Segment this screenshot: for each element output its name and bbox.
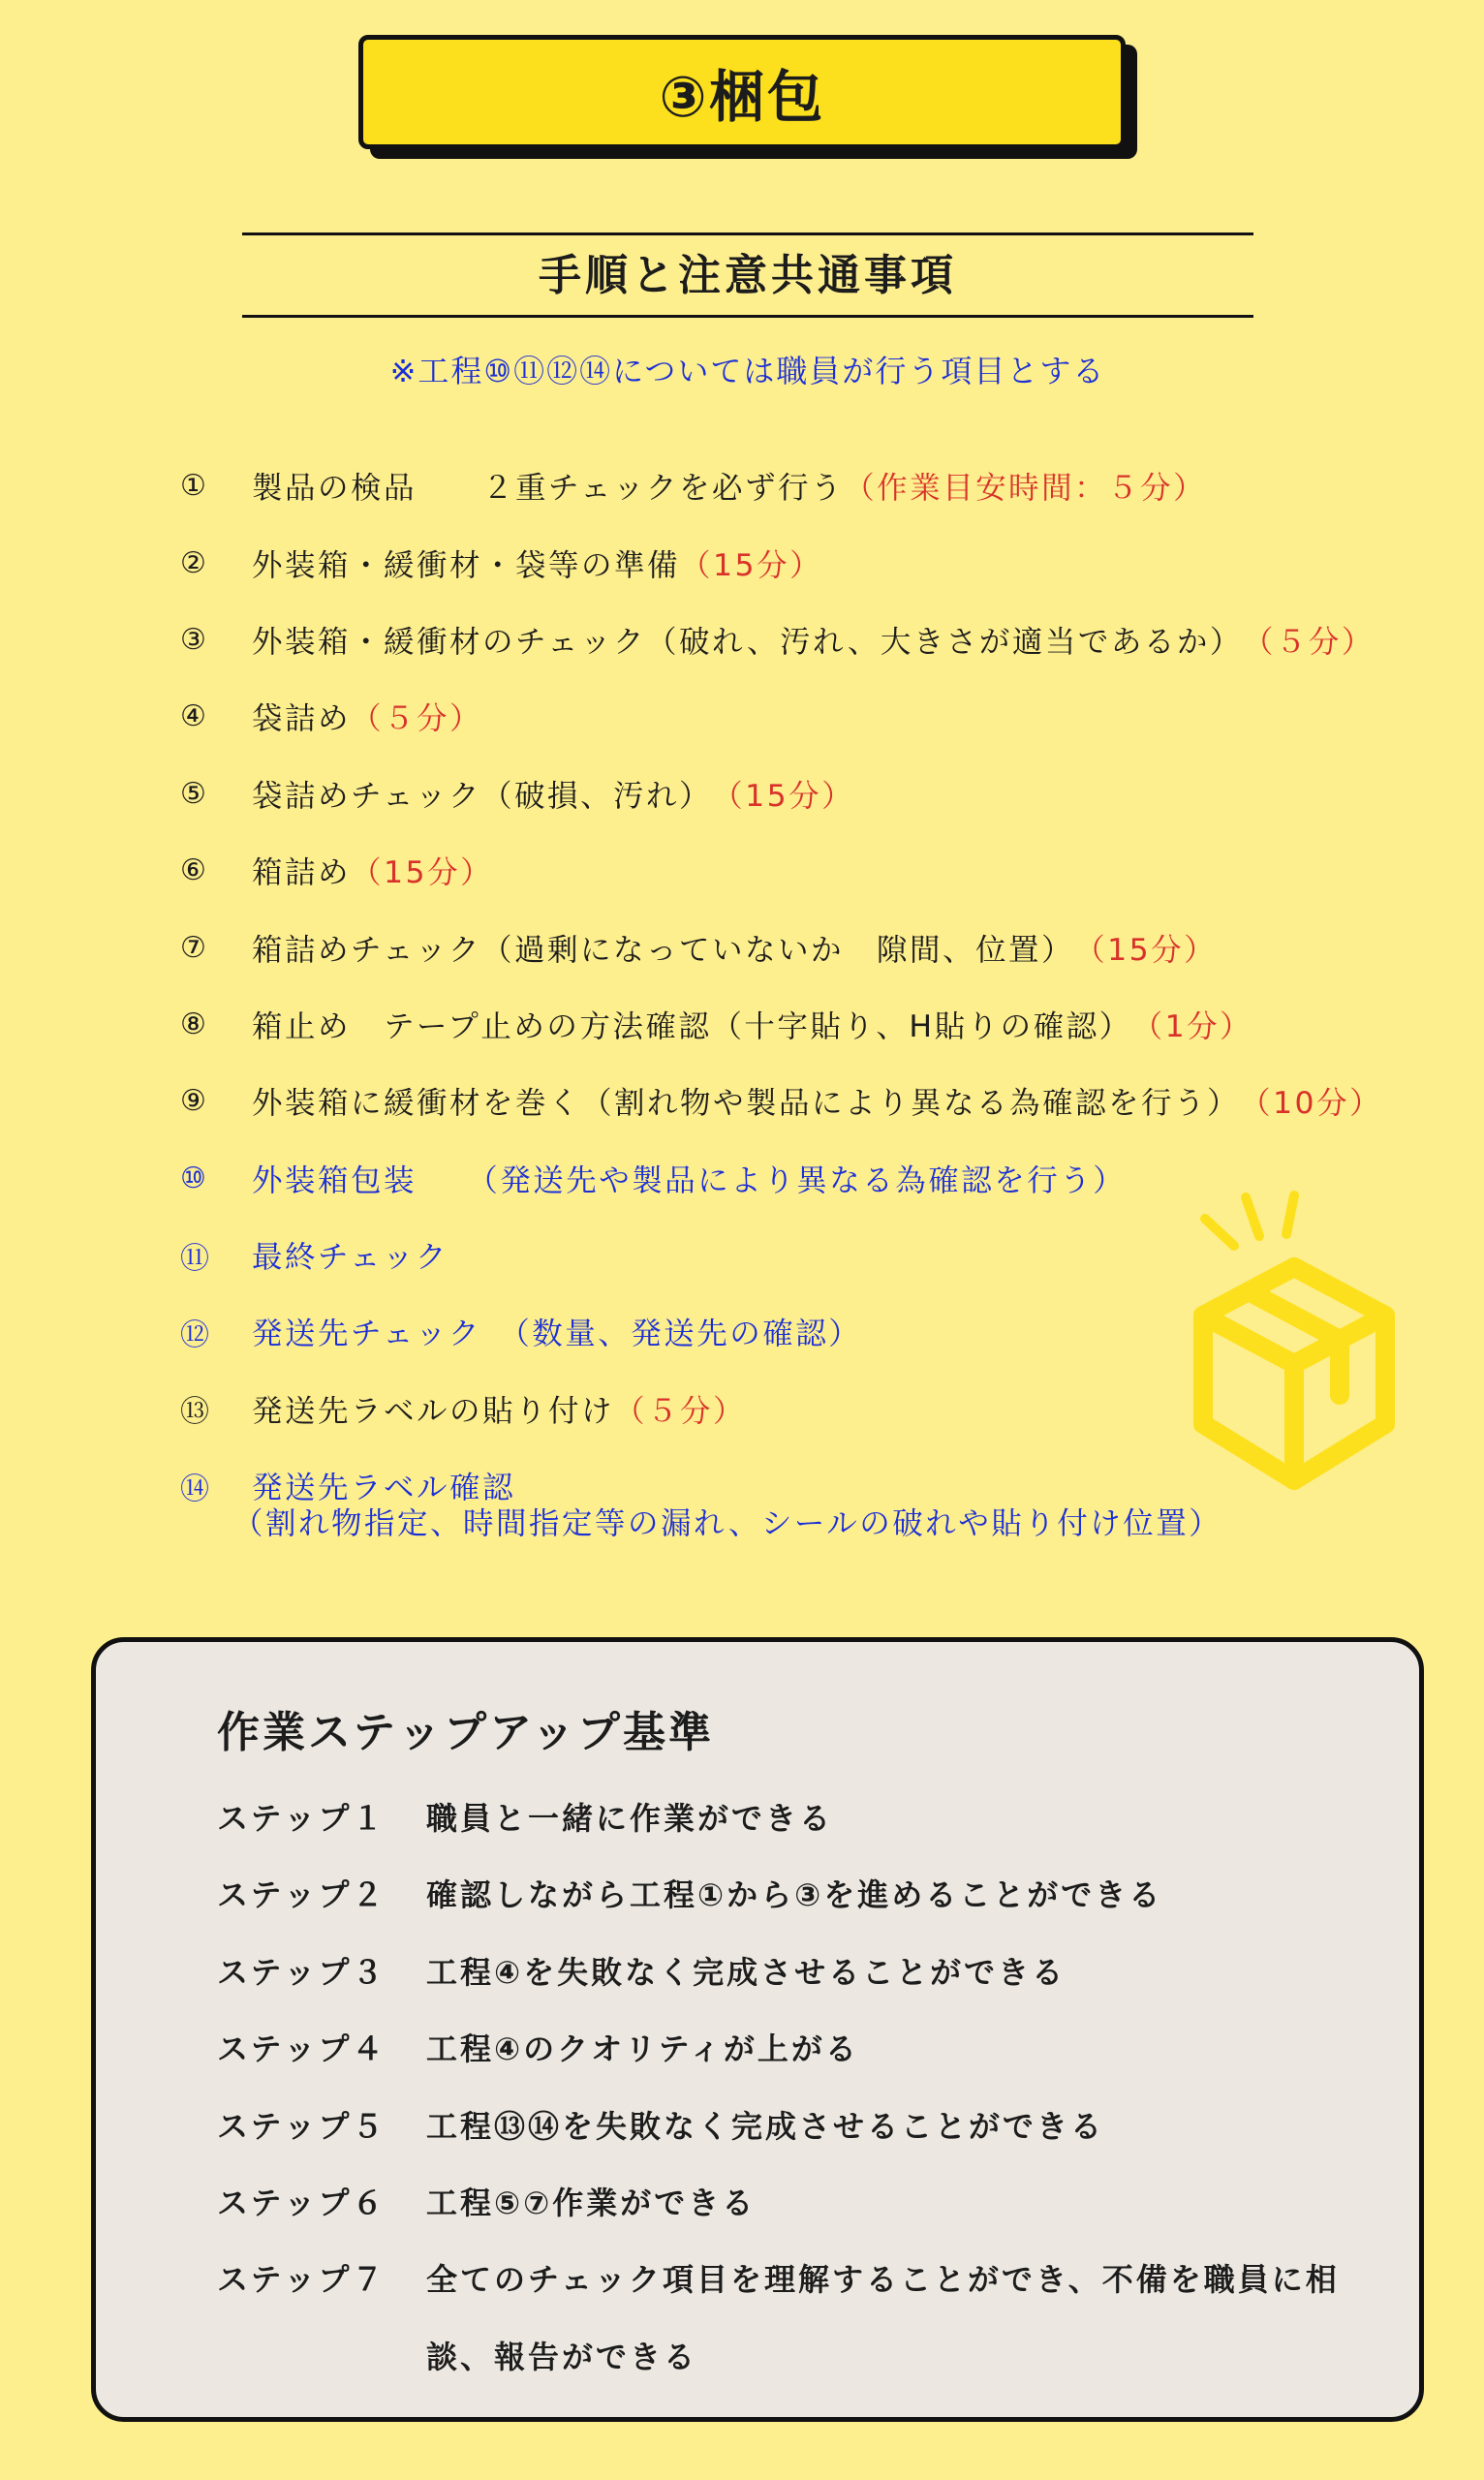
- step-duration: （10分）: [1240, 1086, 1383, 1122]
- step-duration: （15分）: [712, 778, 855, 814]
- step-number: ③: [180, 622, 209, 657]
- stepup-text: 全てのチェック項目を理解することができ、不備を職員に相談、報告ができる: [426, 2261, 1340, 2375]
- package-box-icon: [1178, 1188, 1410, 1498]
- stepup-text: 工程④のクオリティが上がる: [426, 2030, 859, 2068]
- step-duration: （15分）: [351, 855, 494, 891]
- step-item: [180, 448, 1459, 524]
- step-number: ⑪: [180, 1241, 212, 1276]
- step-number: ②: [180, 545, 209, 580]
- step-item: [180, 524, 1459, 601]
- step-item: [180, 678, 1459, 755]
- step-text: 最終チェック: [252, 1240, 449, 1276]
- stepup-item: [217, 2165, 1379, 2242]
- step-text: 発送先ラベル確認: [252, 1471, 516, 1506]
- step-text: 箱止め テープ止めの方法確認（十字貼り、H貼りの確認）: [252, 1008, 1132, 1044]
- step-duration: （15分）: [680, 547, 823, 583]
- step-duration: （５分）: [1242, 624, 1375, 660]
- step-item: [180, 756, 1459, 832]
- stepup-label: ステップ３: [217, 1953, 386, 1991]
- step-number: ⑭: [180, 1472, 212, 1506]
- step-number: ①: [180, 469, 209, 504]
- stepup-item: [217, 1935, 1379, 2011]
- step-number: ⑦: [180, 930, 209, 965]
- section-title: 手順と注意共通事項: [539, 251, 957, 300]
- step-number: ⑩: [180, 1161, 209, 1195]
- step-number: ⑧: [180, 1007, 209, 1041]
- stepup-label: ステップ６: [217, 2185, 386, 2222]
- step-14-detail: （割れ物指定、時間指定等の漏れ、シールの破れや貼り付け位置）: [232, 1506, 1222, 1541]
- stepup-text: 工程⑬⑭を失敗なく完成させることができる: [426, 2107, 1105, 2145]
- stepup-list: [217, 1781, 1379, 2396]
- step-text: 外装箱包装 （発送先や製品により異なる為確認を行う）: [252, 1162, 1127, 1198]
- stepup-item: [217, 2011, 1379, 2088]
- page-title: ③梱包: [358, 35, 1126, 149]
- step-number: ⑨: [180, 1084, 209, 1119]
- step-duration: （1分）: [1131, 1008, 1253, 1044]
- stepup-label: ステップ５: [217, 2107, 386, 2145]
- step-text: 箱詰め: [252, 855, 352, 891]
- stepup-label: ステップ１: [217, 1800, 386, 1837]
- step-item: [180, 832, 1459, 909]
- stepup-text: 職員と一緒に作業ができる: [426, 1800, 834, 1837]
- step-text: 袋詰め: [252, 701, 352, 737]
- step-item: [180, 602, 1459, 678]
- step-text: 製品の検品 ２重チェックを必ず行う: [252, 471, 845, 507]
- step-text: 外装箱・緩衝材のチェック（破れ、汚れ、大きさが適当であるか）: [252, 624, 1243, 660]
- stepup-item: [217, 2242, 1379, 2396]
- step-text: 発送先ラベルの貼り付け: [252, 1393, 615, 1429]
- step-number: ⑬: [180, 1395, 212, 1430]
- step-item: [180, 1063, 1459, 1139]
- step-duration: （作業目安時間：５分）: [844, 471, 1207, 507]
- step-text: 外装箱・緩衝材・袋等の準備: [252, 547, 681, 583]
- step-number: ⑫: [180, 1318, 212, 1352]
- section-rule-top: [242, 232, 1253, 235]
- step-duration: （５分）: [614, 1393, 747, 1429]
- stepup-item: [217, 2089, 1379, 2165]
- stepup-label: ステップ７: [217, 2261, 386, 2299]
- step-text: 外装箱に緩衝材を巻く（割れ物や製品により異なる為確認を行う）: [252, 1086, 1241, 1122]
- step-duration: （５分）: [351, 701, 483, 737]
- step-item: [180, 986, 1459, 1063]
- stepup-item: [217, 1781, 1379, 1857]
- section-rule-bottom: [242, 315, 1253, 318]
- stepup-text: 工程④を失敗なく完成させることができる: [426, 1953, 1067, 1991]
- step-number: ④: [180, 699, 209, 734]
- staff-note: ※工程⑩⑪⑫⑭については職員が行う項目とする: [389, 353, 1106, 389]
- step-number: ⑤: [180, 776, 209, 811]
- step-text: 箱詰めチェック（過剰になっていないか 隙間、位置）: [252, 932, 1075, 968]
- step-item: [180, 909, 1459, 985]
- stepup-item: [217, 1857, 1379, 1934]
- stepup-text: 確認しながら工程①から③を進めることができる: [426, 1876, 1163, 1914]
- stepup-label: ステップ４: [217, 2030, 386, 2068]
- stepup-title: 作業ステップアップ基準: [217, 1708, 715, 1757]
- step-text: 袋詰めチェック（破損、汚れ）: [252, 778, 713, 814]
- step-duration: （15分）: [1074, 932, 1218, 968]
- stepup-text: 工程⑤⑦作業ができる: [426, 2185, 757, 2222]
- stepup-label: ステップ２: [217, 1876, 386, 1914]
- step-number: ⑥: [180, 853, 209, 888]
- step-text: 発送先チェック （数量、発送先の確認）: [252, 1317, 862, 1352]
